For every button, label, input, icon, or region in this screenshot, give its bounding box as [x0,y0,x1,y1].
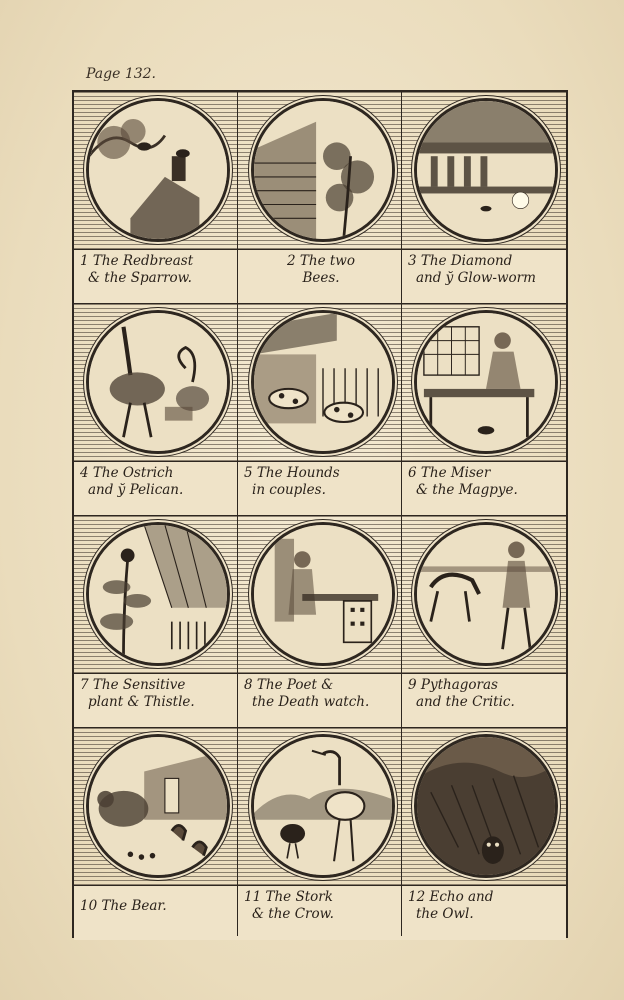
ostrich-pelican-icon [86,310,230,454]
plate-caption-10: 10 The Bear. [74,885,238,940]
stork-crow-icon [251,734,395,878]
diamond-glowworm-icon [414,98,558,242]
plate-cell-4 [74,304,238,516]
plate-cell-11 [238,728,402,940]
plate-caption-12: 12 Echo and the Owl. [402,885,566,940]
plate-cell-3 [402,92,566,304]
plate-caption-8: 8 The Poet & the Death watch. [238,673,402,728]
redbreast-sparrow-icon [86,98,230,242]
plate-cell-9 [402,516,566,728]
sensitive-plant-thistle-icon [86,522,230,666]
plate-caption-4: 4 The Ostrich and y̆ Pelican. [74,461,238,516]
plate-cell-7 [74,516,238,728]
plate-cell-5 [238,304,402,516]
plate-cell-6 [402,304,566,516]
plate-cell-10 [74,728,238,940]
miser-magpye-icon [414,310,558,454]
engraving-plate [72,90,568,938]
hounds-icon [251,310,395,454]
plate-caption-9: 9 Pythagoras and the Critic. [402,673,566,728]
pythagoras-critic-icon [414,522,558,666]
bear-icon [86,734,230,878]
echo-owl-icon [414,734,558,878]
poet-deathwatch-icon [251,522,395,666]
plate-cell-2 [238,92,402,304]
plate-caption-11: 11 The Stork & the Crow. [238,885,402,940]
page-number-label: Page 132. [86,66,157,82]
plate-cell-12 [402,728,566,940]
plate-caption-5: 5 The Hounds in couples. [238,461,402,516]
grid-line-vertical [401,92,402,936]
grid-line-vertical [237,92,238,936]
plate-caption-6: 6 The Miser & the Magpye. [402,461,566,516]
two-bees-icon [251,98,395,242]
plate-caption-7: 7 The Sensitive plant & Thistle. [74,673,238,728]
plate-caption-2: 2 The two Bees. [238,249,402,304]
plate-cell-8 [238,516,402,728]
grid-line-horizontal [74,303,566,304]
plate-cell-1 [74,92,238,304]
grid-line-horizontal [74,727,566,728]
plate-caption-1: 1 The Redbreast & the Sparrow. [74,249,238,304]
plate-caption-3: 3 The Diamond and y̆ Glow-worm [402,249,566,304]
grid-line-horizontal [74,515,566,516]
